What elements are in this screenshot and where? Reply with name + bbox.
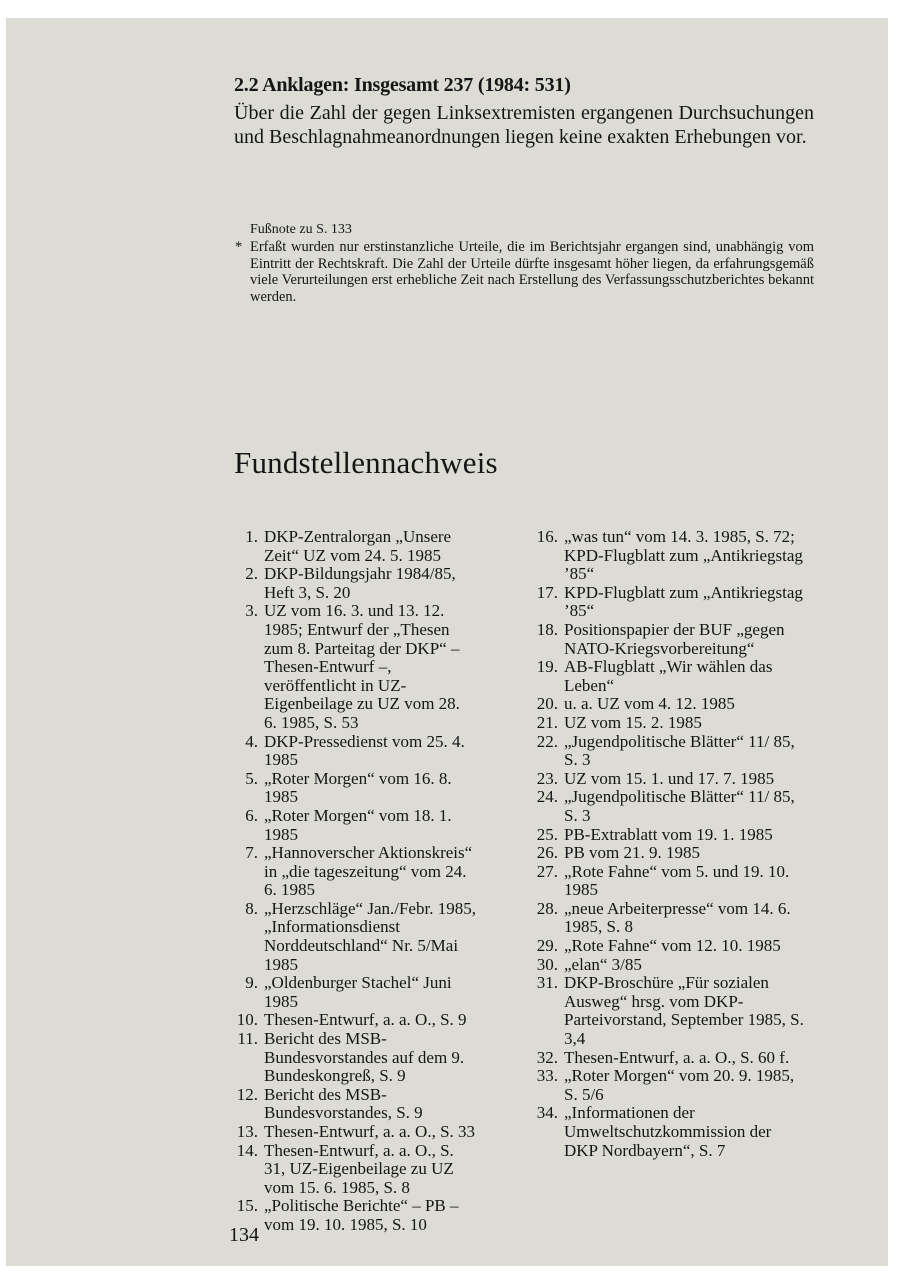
ref-number: 18. (536, 619, 558, 639)
ref-text: Thesen-Entwurf, a. a. O., S. 33 (264, 1122, 476, 1141)
ref-number: 24. (536, 787, 558, 807)
list-item (536, 844, 806, 863)
ref-text: Bericht des MSB-Bundesvorstandes, S. 9 (264, 1084, 423, 1123)
list-item (536, 621, 806, 658)
list-item (536, 1049, 806, 1068)
ref-number: 26. (536, 843, 558, 863)
ref-number: 10. (236, 1010, 258, 1030)
list-item (536, 900, 806, 937)
list-item (536, 956, 806, 975)
list-item (236, 1030, 476, 1086)
ref-number: 13. (236, 1122, 258, 1141)
ref-text: Thesen-Entwurf, a. a. O., S. 31, UZ-Eigenbeilage zu UZ vom 15. 6. 1985, S. 8 (264, 1140, 454, 1197)
ref-text: „Hannoverscher Aktionskreis“ in „die tageszeitung“ vom 24. 6. 1985 (264, 843, 473, 900)
footnote-body (235, 239, 814, 305)
list-item (236, 770, 476, 807)
list-item (236, 807, 476, 844)
ref-number: 2. (245, 564, 258, 584)
ref-text: PB-Extrablatt vom 19. 1. 1985 (564, 824, 773, 844)
list-item (236, 733, 476, 770)
ref-text: „Rote Fahne“ vom 5. und 19. 10. 1985 (564, 861, 790, 900)
ref-text: KPD-Flugblatt zum „Antikriegstag ’85“ (564, 582, 803, 621)
ref-number: 11. (237, 1029, 258, 1049)
list-item (536, 528, 806, 584)
ref-text: „Herzschläge“ Jan./Febr. 1985, „Informationsdienst Norddeutschland“ Nr. 5/Mai 1985 (264, 898, 476, 974)
page-number: 134 (229, 1224, 259, 1246)
ref-number: 25. (536, 824, 558, 844)
ref-text: „Oldenburger Stachel“ Juni 1985 (264, 973, 452, 1011)
ref-text: „Roter Morgen“ vom 20. 9. 1985, S. 5/6 (564, 1066, 795, 1104)
ref-number: 34. (536, 1103, 558, 1123)
ref-text: „Roter Morgen“ vom 18. 1. 1985 (264, 805, 452, 844)
ref-text: „Politische Berichte“ – PB – vom 19. 10. 1985, S. 10 (264, 1196, 459, 1234)
ref-text: UZ vom 15. 1. und 17. 7. 1985 (564, 768, 775, 788)
ref-text: „was tun“ vom 14. 3. 1985, S. 72; KPD-Flugblatt zum „Antikriegstag ’85“ (564, 527, 803, 584)
ref-number: 5. (245, 768, 258, 788)
list-item (236, 1011, 476, 1030)
ref-number: 33. (536, 1066, 558, 1086)
list-item (536, 788, 806, 825)
list-item (536, 584, 806, 621)
ref-number: 7. (245, 843, 258, 863)
ref-number: 14. (236, 1140, 258, 1160)
list-item (236, 1197, 476, 1234)
list-item (536, 1067, 806, 1104)
ref-text: Thesen-Entwurf, a. a. O., S. 9 (264, 1010, 467, 1030)
ref-text: UZ vom 15. 2. 1985 (564, 712, 702, 732)
section-body: Über die Zahl der gegen Linksextremisten ergangenen Durchsuchungen und Beschlagnahmeanordnungen liegen keine exakten Erhebungen vor. (234, 102, 814, 148)
ref-text: DKP-Zentralorgan „Unsere Zeit“ UZ vom 24. 5. 1985 (264, 527, 452, 565)
list-item (236, 528, 476, 565)
list-item (236, 1123, 476, 1142)
list-item (536, 826, 806, 845)
ref-number: 6. (245, 805, 258, 825)
list-item (536, 937, 806, 956)
footnote-label: Fußnote zu S. 133 (250, 222, 352, 237)
ref-number: 12. (236, 1084, 258, 1104)
list-item (536, 863, 806, 900)
ref-text: „elan“ 3/85 (564, 954, 642, 974)
ref-text: „Jugendpolitische Blätter“ 11/ 85, S. 3 (564, 787, 795, 825)
ref-number: 32. (536, 1047, 558, 1067)
ref-number: 21. (536, 712, 558, 732)
ref-number: 4. (245, 731, 258, 751)
ref-text: PB vom 21. 9. 1985 (564, 843, 701, 863)
list-item (536, 695, 806, 714)
ref-number: 9. (245, 973, 258, 993)
list-item (236, 900, 476, 974)
list-item (536, 714, 806, 733)
ref-number: 27. (536, 861, 558, 881)
ref-number: 17. (536, 582, 558, 602)
footnote-marker: * (235, 239, 243, 255)
ref-number: 8. (245, 898, 258, 918)
ref-number: 15. (236, 1196, 258, 1216)
ref-number: 29. (536, 936, 558, 956)
ref-number: 30. (536, 954, 558, 974)
sources-title: Fundstellennachweis (234, 445, 498, 480)
ref-text: DKP-Pressedienst vom 25. 4. 1985 (264, 731, 465, 770)
list-item (236, 844, 476, 900)
list-item (236, 565, 476, 602)
list-item (536, 733, 806, 770)
ref-text: Positionspapier der BUF „gegen NATO-Kriegsvorbereitung“ (564, 619, 785, 658)
list-item (536, 658, 806, 695)
ref-text: DKP-Broschüre „Für sozialen Ausweg“ hrsg. vom DKP-Parteivorstand, September 1985, S. 3,4 (564, 973, 804, 1049)
ref-text: „Roter Morgen“ vom 16. 8. 1985 (264, 768, 452, 807)
ref-number: 19. (536, 657, 558, 677)
list-item (236, 1086, 476, 1123)
ref-text: UZ vom 16. 3. und 13. 12. 1985; Entwurf der „Thesen zum 8. Parteitag der DKP“ – Thesen-Entwurf –, veröffentlicht in UZ-Eigenbeilage zu UZ vom 28. 6. 1985, S. 53 (264, 601, 460, 732)
sources-list-right (536, 528, 806, 1160)
list-item (236, 1142, 476, 1198)
ref-number: 23. (536, 768, 558, 788)
ref-text: Bericht des MSB-Bundesvorstandes auf dem 9. Bundeskongreß, S. 9 (264, 1029, 465, 1086)
ref-number: 22. (536, 731, 558, 751)
ref-number: 1. (245, 527, 258, 546)
ref-number: 20. (536, 694, 558, 714)
ref-text: Thesen-Entwurf, a. a. O., S. 60 f. (564, 1047, 790, 1067)
ref-number: 16. (536, 527, 558, 546)
ref-text: „Informationen der Umweltschutzkommission der DKP Nordbayern“, S. 7 (564, 1103, 772, 1160)
ref-number: 28. (536, 898, 558, 918)
ref-text: DKP-Bildungsjahr 1984/85, Heft 3, S. 20 (264, 564, 456, 602)
section-heading: 2.2 Anklagen: Insgesamt 237 (1984: 531) (234, 74, 571, 96)
ref-text: u. a. UZ vom 4. 12. 1985 (564, 694, 735, 714)
list-item (536, 770, 806, 789)
footnote-text: Erfaßt wurden nur erstinstanzliche Urteile, die im Berichtsjahr ergangen sind, unabhängig vom Eintritt der Rechtskraft. Die Zahl der Urteile dürfte insgesamt höher liegen, da erfahrungsgemäß viele Verurteilungen erst erhebliche Zeit nach Erstellung des Verfassungsschutzberichtes bekannt werden. (250, 239, 814, 305)
ref-text: „neue Arbeiterpresse“ vom 14. 6. 1985, S. 8 (564, 898, 791, 937)
ref-text: „Rote Fahne“ vom 12. 10. 1985 (564, 936, 781, 956)
ref-text: AB-Flugblatt „Wir wählen das Leben“ (564, 657, 773, 695)
list-item (236, 602, 476, 732)
list-item (536, 1104, 806, 1160)
sources-list-left (236, 528, 476, 1235)
list-item (536, 974, 806, 1048)
ref-number: 31. (536, 973, 558, 993)
ref-number: 3. (245, 601, 258, 621)
list-item (236, 974, 476, 1011)
ref-text: „Jugendpolitische Blätter“ 11/ 85, S. 3 (564, 731, 795, 770)
